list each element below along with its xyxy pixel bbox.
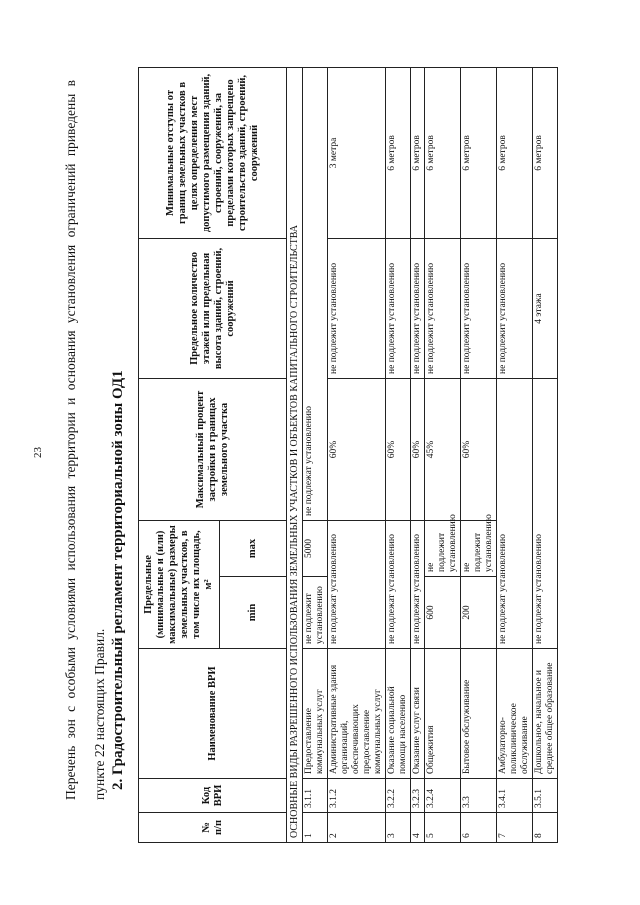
- cell-num: 6: [461, 813, 497, 843]
- intro-line-1: Перечень зон с особыми условиями использования территории и основания установления ограничений приведены в: [63, 80, 78, 800]
- cell-name: Оказание социальной помощи населению: [386, 649, 411, 779]
- table-row: [303, 67, 328, 842]
- header-setbacks: Минимальные отступы от границ земельных участков в целях определения мест допустимого размещения зданий, строений, сооружений, за пределами которых запрещено строительство зданий, строений, сооружений: [139, 67, 287, 238]
- cell-num: 3: [386, 813, 411, 843]
- header-num: № п/п: [139, 813, 287, 843]
- table-row: [533, 67, 558, 842]
- cell-num: 8: [533, 813, 558, 843]
- cell-setback: 6 метров: [497, 67, 533, 238]
- cell-floors: не подлежит установлению: [497, 238, 533, 378]
- cell-setback: 6 метров: [386, 67, 411, 238]
- cell-coverage: 45%: [425, 378, 461, 520]
- cell-num: 4: [411, 813, 425, 843]
- cell-code: 3.1.2: [328, 779, 386, 813]
- cell-min: 600: [425, 577, 461, 649]
- table-header-row: [139, 67, 220, 842]
- table-row: [411, 67, 425, 842]
- cell-num: 7: [497, 813, 533, 843]
- intro-paragraph: [56, 80, 114, 840]
- page-number: 23: [32, 447, 44, 458]
- cell-coverage: 60%: [386, 378, 411, 520]
- section-heading: 2. Градостроительный регламент территориальной зоны ОД1: [110, 370, 126, 790]
- header-max: max: [220, 520, 287, 576]
- cell-name: Дошкольное, начальное и среднее общее образование: [533, 649, 558, 779]
- header-floors: Предельное количество этажей или предельная высота зданий, строений, сооружений: [139, 238, 287, 378]
- cell-max: не подлежит установлению: [461, 520, 497, 576]
- header-min: min: [220, 577, 287, 649]
- cell-max: 5000: [303, 520, 328, 576]
- cell-num: 2: [328, 813, 386, 843]
- table-section-row: [287, 67, 303, 842]
- cell-minmax: не подлежат установлению: [386, 520, 411, 648]
- header-coverage: Максимальный процент застройки в границах земельного участка: [139, 378, 287, 520]
- cell-code: 3.5.1: [533, 779, 558, 813]
- table-row: [425, 67, 461, 842]
- intro-line-2: пункте 22 настоящих Правил.: [92, 628, 107, 800]
- cell-coverage: 60%: [411, 378, 425, 520]
- cell-minmax: не подлежат установлению: [533, 378, 558, 648]
- cell-code: 3.3: [461, 779, 497, 813]
- cell-code: 3.2.3: [411, 779, 425, 813]
- table-row: [497, 67, 533, 842]
- cell-minmax: не подлежат установлению: [497, 378, 533, 648]
- cell-coverage: 60%: [461, 378, 497, 520]
- cell-coverage: 60%: [328, 378, 386, 520]
- cell-name: Бытовое обслуживание: [461, 649, 497, 779]
- table-row: [461, 67, 497, 842]
- cell-floors: не подлежит установлению: [386, 238, 411, 378]
- cell-max: не подлежит установлению: [425, 520, 461, 576]
- cell-floors: не подлежит установлению: [328, 238, 386, 378]
- cell-setback: 3 метра: [328, 67, 386, 238]
- cell-floors: не подлежит установлению: [411, 238, 425, 378]
- table-row: [328, 67, 386, 842]
- cell-floors: 4 этажа: [533, 238, 558, 378]
- cell-num: 1: [303, 813, 328, 843]
- cell-setback: 6 метров: [411, 67, 425, 238]
- cell-name: Административные здания организаций, обеспечивающих предоставление коммунальных услуг: [328, 649, 386, 779]
- cell-name: Оказание услуг связи: [411, 649, 425, 779]
- cell-rest: не подлежат установлению: [303, 67, 328, 520]
- cell-min: 200: [461, 577, 497, 649]
- cell-minmax: не подлежат установлению: [411, 520, 425, 648]
- cell-code: 3.4.1: [497, 779, 533, 813]
- cell-code: 3.2.4: [425, 779, 461, 813]
- cell-name: Предоставление коммунальных услуг: [303, 649, 328, 779]
- cell-setback: 6 метров: [461, 67, 497, 238]
- cell-setback: 6 метров: [425, 67, 461, 238]
- cell-setback: 6 метров: [533, 67, 558, 238]
- cell-num: 5: [425, 813, 461, 843]
- cell-name: Амбулаторно-поликлиническое обслуживание: [497, 649, 533, 779]
- cell-floors: не подлежит установлению: [425, 238, 461, 378]
- regulation-table: [138, 67, 558, 843]
- cell-code: 3.1.1: [303, 779, 328, 813]
- header-name: Наименование ВРИ: [139, 649, 287, 779]
- section-title: ОСНОВНЫЕ ВИДЫ РАЗРЕШЕННОГО ИСПОЛЬЗОВАНИЯ ЗЕМЕЛЬНЫХ УЧАСТКОВ И ОБЪЕКТОВ КАПИТАЛЬНОГО СТРОИТЕЛЬСТВА: [287, 67, 303, 842]
- cell-floors: не подлежит установлению: [461, 238, 497, 378]
- cell-min: не подлежит установлению: [303, 577, 328, 649]
- cell-minmax: не подлежат установлению: [328, 520, 386, 648]
- cell-name: Общежития: [425, 649, 461, 779]
- header-code: Код ВРИ: [139, 779, 287, 813]
- cell-code: 3.2.2: [386, 779, 411, 813]
- table-row: [386, 67, 411, 842]
- header-plot-size: Предельные (минимальные и (или) максимальные) размеры земельных участков, в том числе их площадь, м²: [139, 520, 220, 648]
